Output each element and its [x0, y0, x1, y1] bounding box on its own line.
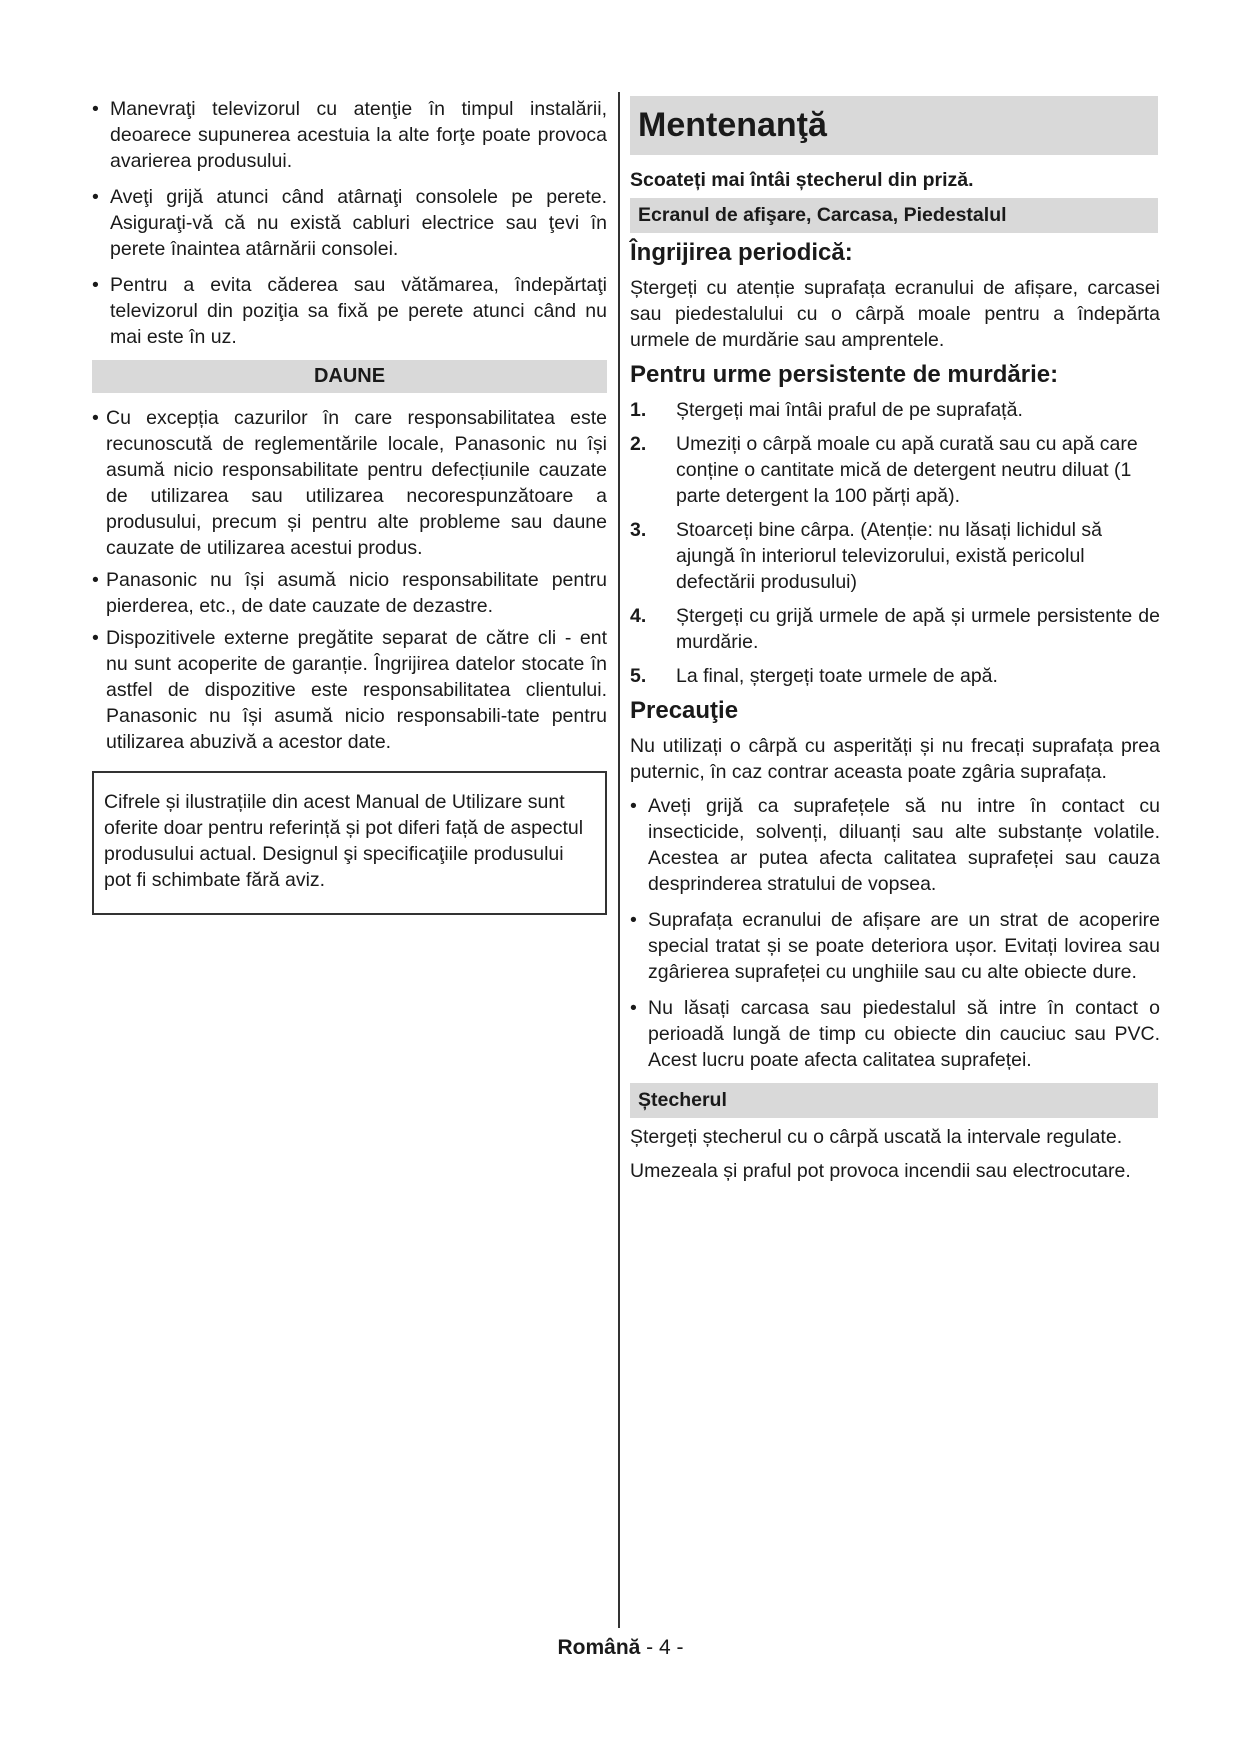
step-item	[630, 517, 1160, 595]
paragraph: Nu utilizați o cârpă cu asperități și nu frecați suprafața prea puternic, în caz contrar aceasta poate zgâria suprafața.	[630, 735, 1160, 783]
subheading: Îngrijirea periodică:	[630, 239, 853, 266]
list-item: • Aveți grijă ca suprafețele să nu intre în contact cu insecticide, solvenți, diluanți sau alte substanțe volatile. Acestea ar putea afecta calitatea suprafeței sau cauza desprinderea stratului de vopsea.	[630, 795, 1160, 895]
step-text: Ștergeți cu grijă urmele de apă și urmele persistente de murdărie.	[676, 605, 1160, 653]
footer-language: Română	[557, 1636, 641, 1659]
step-item	[630, 663, 1160, 689]
step-number: 5.	[630, 665, 647, 687]
list-item: • Dispozitivele externe pregătite separat de către cli - ent nu sunt acoperite de garanție. Îngrijirea datelor stocate în astfel de dispozitive este responsabilitatea clientului. Panasonic nu își asumă nicio responsabili-tate pentru utilizarea abuzivă a acestor date.	[92, 627, 607, 753]
step-text: Ștergeți mai întâi praful de pe suprafață.	[676, 399, 1023, 421]
paragraph: Ștergeți ștecherul cu o cârpă uscată la intervale regulate.	[630, 1126, 1123, 1148]
right-column	[630, 96, 1160, 1192]
list-item: • Panasonic nu își asumă nicio responsabilitate pentru pierderea, etc., de date cauzate de dezastre.	[92, 569, 607, 617]
list-item: • Suprafața ecranului de afișare are un strat de acoperire special tratat și se poate deteriora ușor. Evitați lovirea sau zgârierea suprafeței cu unghiile sau cu alte obiecte dure.	[630, 909, 1160, 983]
step-item	[630, 431, 1160, 509]
page-footer	[0, 1636, 1241, 1660]
disclaimer-box	[92, 771, 607, 915]
left-column	[92, 96, 607, 915]
list-item: • Manevraţi televizorul cu atenţie în timpul instalării, deoarece supunerea acestuia la alte forţe poate provoca avarierea produsului.	[92, 98, 607, 172]
damage-heading: DAUNE	[92, 360, 607, 393]
list-item-text: Aveţi grijă atunci când atârnaţi consolele pe perete. Asiguraţi-vă că nu există cabluri electrice sau ţevi în perete înaintea atârnării consolei.	[110, 186, 607, 260]
list-item-text: Manevraţi televizorul cu atenţie în timpul instalării, deoarece supunerea acestuia la alte forţe poate provoca avarierea produsului.	[110, 98, 607, 172]
step-number: 4.	[630, 605, 647, 627]
step-text: Stoarceți bine cârpa. (Atenție: nu lăsați lichidul să ajungă în interiorul televizorului, există pericolul defectării produsului)	[676, 519, 1102, 593]
list-item-text: Dispozitivele externe pregătite separat de către cli - ent nu sunt acoperite de garanție. Îngrijirea datelor stocate în astfel de dispozitive este responsabilitatea clientului. Panasonic nu își asumă nicio responsabili-tate pentru utilizarea abuzivă a acestor date.	[106, 627, 607, 753]
column-divider	[618, 92, 620, 1628]
step-number: 1.	[630, 399, 647, 421]
list-item-text: Nu lăsați carcasa sau piedestalul să intre în contact o perioadă lungă de timp cu obiecte din cauciuc sau PVC. Acest lucru poate afecta calitatea suprafeței.	[648, 997, 1160, 1071]
page-title: Mentenanţă	[630, 96, 1158, 155]
list-item: • Pentru a evita căderea sau vătămarea, îndepărtaţi televizorul din poziţia sa fixă pe perete atunci când nu mai este în uz.	[92, 274, 607, 348]
disclaimer-text: Cifrele și ilustrațiile din acest Manual de Utilizare sunt oferite doar pentru referință și pot diferi față de aspectul produsului actual. Designul şi specificaţiile produsului pot fi schimbate fără aviz.	[104, 791, 584, 891]
list-item: • Cu excepția cazurilor în care responsabilitatea este recunoscută de reglementările locale, Panasonic nu își asumă nicio responsabilitate pentru defecțiunile cauzate de utilizarea sau utilizarea necorespunzătoare a produsului, precum și pentru alte probleme sau daune cauzate de utilizarea acestui produs.	[92, 407, 607, 559]
paragraph: Ștergeți cu atenție suprafața ecranului de afișare, carcasei sau piedestalului cu o cârpă moale pentru a îndepărta urmele de murdărie sau amprentele.	[630, 277, 1160, 351]
list-item: • Nu lăsați carcasa sau piedestalul să intre în contact o perioadă lungă de timp cu obiecte din cauciuc sau PVC. Acest lucru poate afecta calitatea suprafeței.	[630, 997, 1160, 1071]
section-heading: Ecranul de afişare, Carcasa, Piedestalul	[630, 198, 1158, 233]
list-item: • Aveţi grijă atunci când atârnaţi consolele pe perete. Asiguraţi-vă că nu există cabluri electrice sau ţevi în perete înaintea atârnării consolei.	[92, 186, 607, 260]
step-item	[630, 603, 1160, 655]
step-number: 2.	[630, 433, 647, 455]
list-item-text: Panasonic nu își asumă nicio responsabilitate pentru pierderea, etc., de date cauzate de dezastre.	[106, 569, 607, 617]
step-text: Umeziți o cârpă moale cu apă curată sau cu apă care conține o cantitate mică de detergent neutru diluat (1 parte detergent la 100 părți apă).	[676, 433, 1138, 507]
unplug-notice: Scoateți mai întâi ștecherul din priză.	[630, 169, 974, 191]
section-heading: Ștecherul	[630, 1083, 1158, 1118]
list-item-text: Pentru a evita căderea sau vătămarea, îndepărtaţi televizorul din poziţia sa fixă pe perete atunci când nu mai este în uz.	[110, 274, 607, 348]
step-number: 3.	[630, 519, 647, 541]
list-item-text: Aveți grijă ca suprafețele să nu intre în contact cu insecticide, solvenți, diluanți sau alte substanțe volatile. Acestea ar putea afecta calitatea suprafeței sau cauza desprinderea stratului de vopsea.	[648, 795, 1160, 895]
list-item-text: Suprafața ecranului de afișare are un strat de acoperire special tratat și se poate deteriora ușor. Evitați lovirea sau zgârierea suprafeței cu unghiile sau cu alte obiecte dure.	[648, 909, 1160, 983]
paragraph: Umezeala și praful pot provoca incendii sau electrocutare.	[630, 1160, 1131, 1182]
step-text: La final, ștergeți toate urmele de apă.	[676, 665, 998, 687]
page-number: - 4 -	[640, 1636, 684, 1659]
subheading: Precauţie	[630, 697, 739, 724]
step-item	[630, 397, 1160, 423]
subheading: Pentru urme persistente de murdărie:	[630, 361, 1059, 388]
list-item-text: Cu excepția cazurilor în care responsabilitatea este recunoscută de reglementările locale, Panasonic nu își asumă nicio responsabilitate pentru defecțiunile cauzate de utilizarea sau utilizarea necorespunzătoare a produsului, precum și pentru alte probleme sau daune cauzate de utilizarea acestui produs.	[106, 407, 607, 559]
